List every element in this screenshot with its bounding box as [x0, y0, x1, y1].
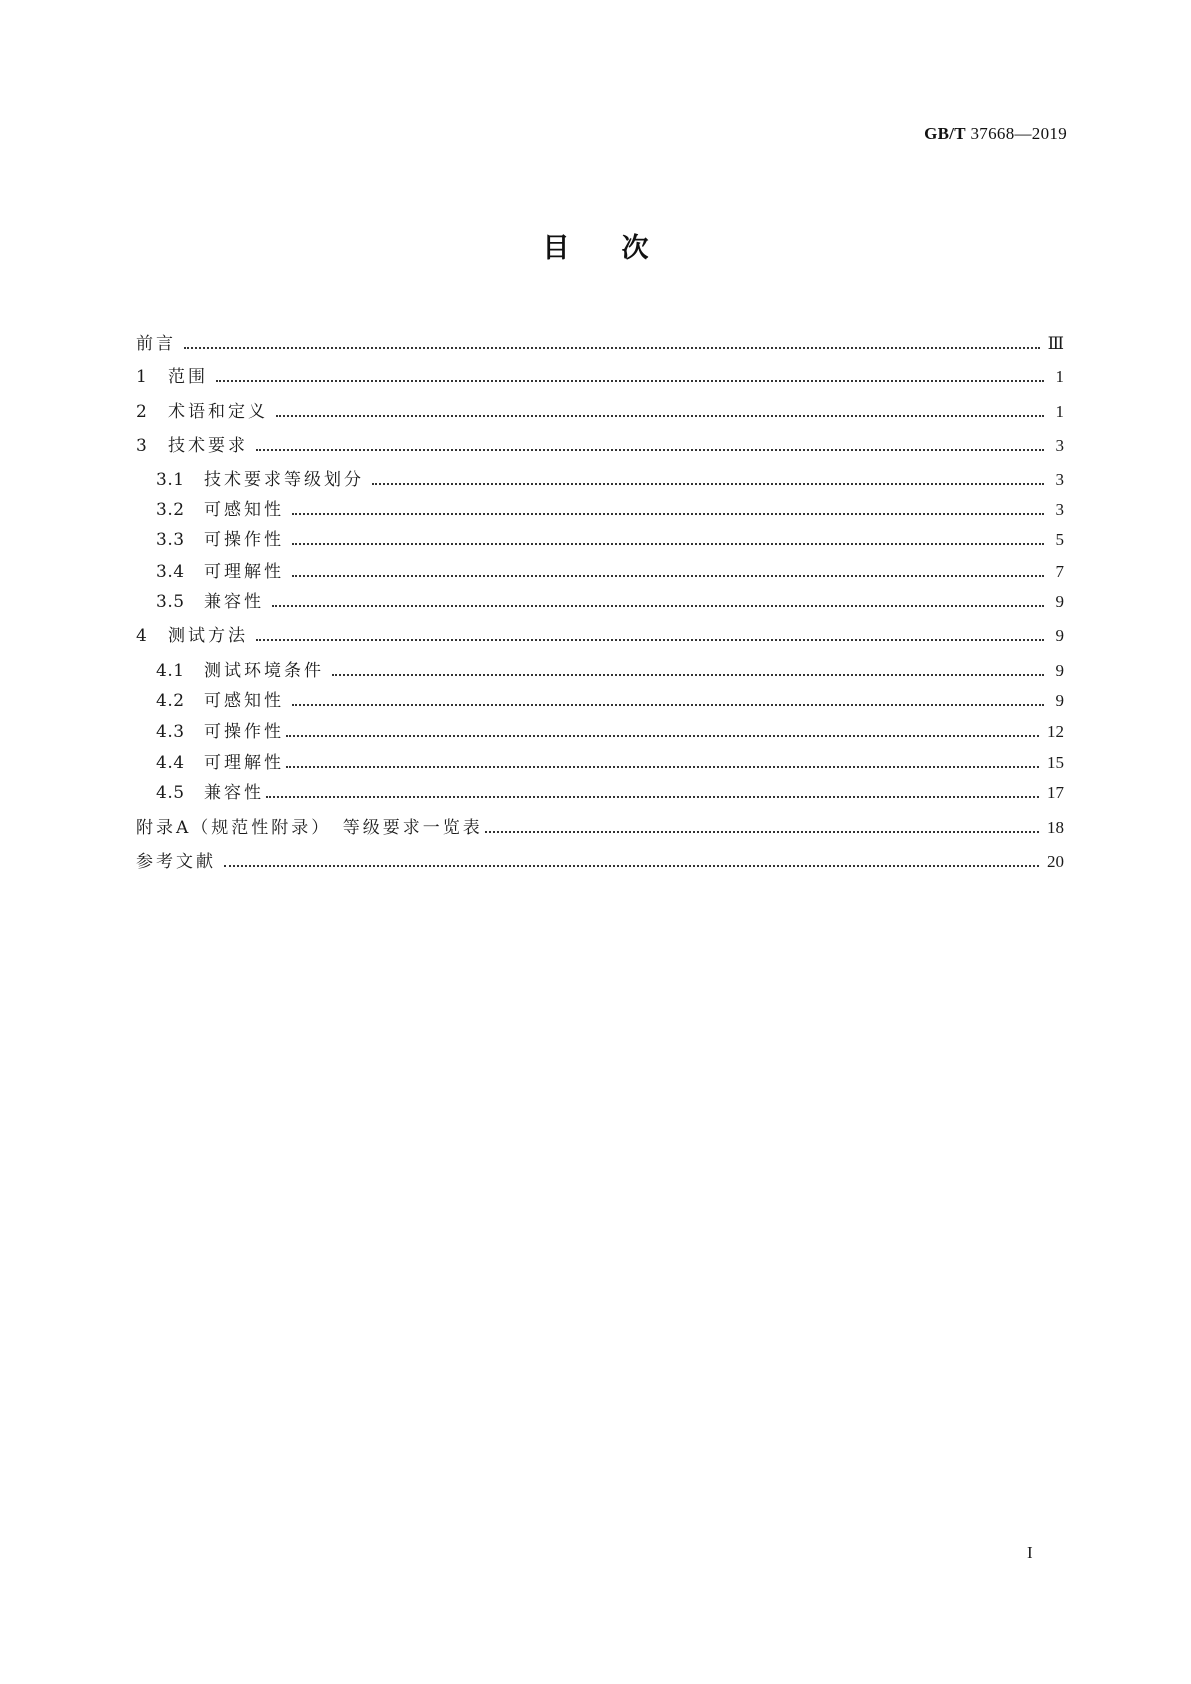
toc-page-number: 1: [1055, 367, 1064, 386]
toc-entry-terms[interactable]: [136, 400, 1064, 424]
toc-entry-3-5[interactable]: [156, 590, 1064, 614]
dot-leader: [256, 434, 1044, 458]
toc-entry-4-3[interactable]: [156, 720, 1064, 744]
toc-entry-label: 参考文献: [136, 852, 216, 872]
toc-entry-number: 4.5: [156, 783, 185, 803]
toc-entry-label: 可理解性: [204, 753, 284, 773]
dot-leader: [184, 332, 1040, 356]
toc-entry-3-2[interactable]: [156, 498, 1064, 522]
dot-leader: [292, 689, 1044, 713]
dot-leader: [372, 468, 1044, 492]
toc-entry-label: 前言: [136, 334, 176, 354]
toc-entry-references[interactable]: [136, 850, 1064, 874]
toc-page-number: 9: [1055, 592, 1064, 611]
standard-code: [924, 124, 1067, 144]
toc-entry-label: 兼容性: [204, 783, 264, 803]
toc-page-number: 15: [1047, 753, 1064, 772]
toc-entry-number: 3: [136, 436, 148, 456]
standard-code-number: 37668—2019: [970, 124, 1067, 143]
toc-entry-scope[interactable]: [136, 365, 1064, 389]
toc-entry-number: 4.1: [156, 661, 185, 681]
toc-entry-number: 4: [136, 626, 148, 646]
toc-page-number: 20: [1047, 852, 1064, 871]
toc-page-number: Ⅲ: [1047, 334, 1064, 353]
standard-code-prefix: GB/T: [924, 124, 966, 143]
toc-entry-label: 范围: [168, 367, 208, 387]
toc-entry-3-3[interactable]: [156, 528, 1064, 552]
toc-page-number: 7: [1055, 562, 1064, 581]
dot-leader: [292, 528, 1044, 552]
dot-leader: [266, 781, 1039, 805]
toc-page-number: 9: [1055, 626, 1064, 645]
toc-entry-test-methods[interactable]: [136, 624, 1064, 648]
toc-entry-number: 1: [136, 367, 148, 387]
toc-entry-3-4[interactable]: [156, 560, 1064, 584]
dot-leader: [224, 850, 1039, 874]
toc-entry-label: 可操作性: [204, 530, 284, 550]
toc-page-number: 9: [1055, 661, 1064, 680]
toc-entry-label: 测试环境条件: [204, 661, 324, 681]
toc-entry-number: 3.2: [156, 500, 185, 520]
page-number: I: [1027, 1543, 1033, 1562]
dot-leader: [332, 659, 1044, 683]
dot-leader: [292, 498, 1044, 522]
toc-entry-label: 可感知性: [204, 691, 284, 711]
toc-entry-number: 2: [136, 402, 148, 422]
toc-entry-number: 4.3: [156, 722, 185, 742]
toc-page-number: 17: [1047, 783, 1064, 802]
toc-page-number: 3: [1055, 470, 1064, 489]
dot-leader: [286, 751, 1039, 775]
toc-entry-number: 3.5: [156, 592, 185, 612]
toc-page-number: 1: [1055, 402, 1064, 421]
toc-entry-number: 4.4: [156, 753, 185, 773]
toc-entry-4-2[interactable]: [156, 689, 1064, 713]
toc-entry-label: 术语和定义: [168, 402, 268, 422]
toc-entry-4-4[interactable]: [156, 751, 1064, 775]
dot-leader: [286, 720, 1039, 744]
toc-page-number: 18: [1047, 818, 1064, 837]
toc-entry-technical-requirements[interactable]: [136, 434, 1064, 458]
toc-entry-foreword[interactable]: [136, 332, 1064, 356]
toc-entry-label: 技术要求: [168, 436, 248, 456]
dot-leader: [292, 560, 1044, 584]
toc-page-number: 9: [1055, 691, 1064, 710]
toc-entry-label: 测试方法: [168, 626, 248, 646]
dot-leader: [256, 624, 1044, 648]
dot-leader: [276, 400, 1044, 424]
toc-entry-label: 可感知性: [204, 500, 284, 520]
toc-entry-label: 兼容性: [204, 592, 264, 612]
toc-entry-3-1[interactable]: [156, 468, 1064, 492]
toc-entry-label: 附录A（规范性附录） 等级要求一览表: [136, 818, 483, 838]
toc-entry-number: 3.1: [156, 470, 185, 490]
toc-entry-number: 3.3: [156, 530, 185, 550]
toc-entry-label: 可理解性: [204, 562, 284, 582]
toc-page-number: 3: [1055, 436, 1064, 455]
toc-page-number: 12: [1047, 722, 1064, 741]
toc-page-number: 3: [1055, 500, 1064, 519]
toc-entry-label: 技术要求等级划分: [204, 470, 364, 490]
dot-leader: [216, 365, 1044, 389]
toc-entry-appendix-a[interactable]: [136, 816, 1064, 840]
toc-entry-4-1[interactable]: [156, 659, 1064, 683]
dot-leader: [272, 590, 1044, 614]
toc-entry-label: 可操作性: [204, 722, 284, 742]
toc-page-number: 5: [1055, 530, 1064, 549]
toc-entry-number: 3.4: [156, 562, 185, 582]
toc-entry-number: 4.2: [156, 691, 185, 711]
page-title: 目次: [542, 233, 701, 264]
toc-entry-4-5[interactable]: [156, 781, 1064, 805]
dot-leader: [485, 816, 1039, 840]
